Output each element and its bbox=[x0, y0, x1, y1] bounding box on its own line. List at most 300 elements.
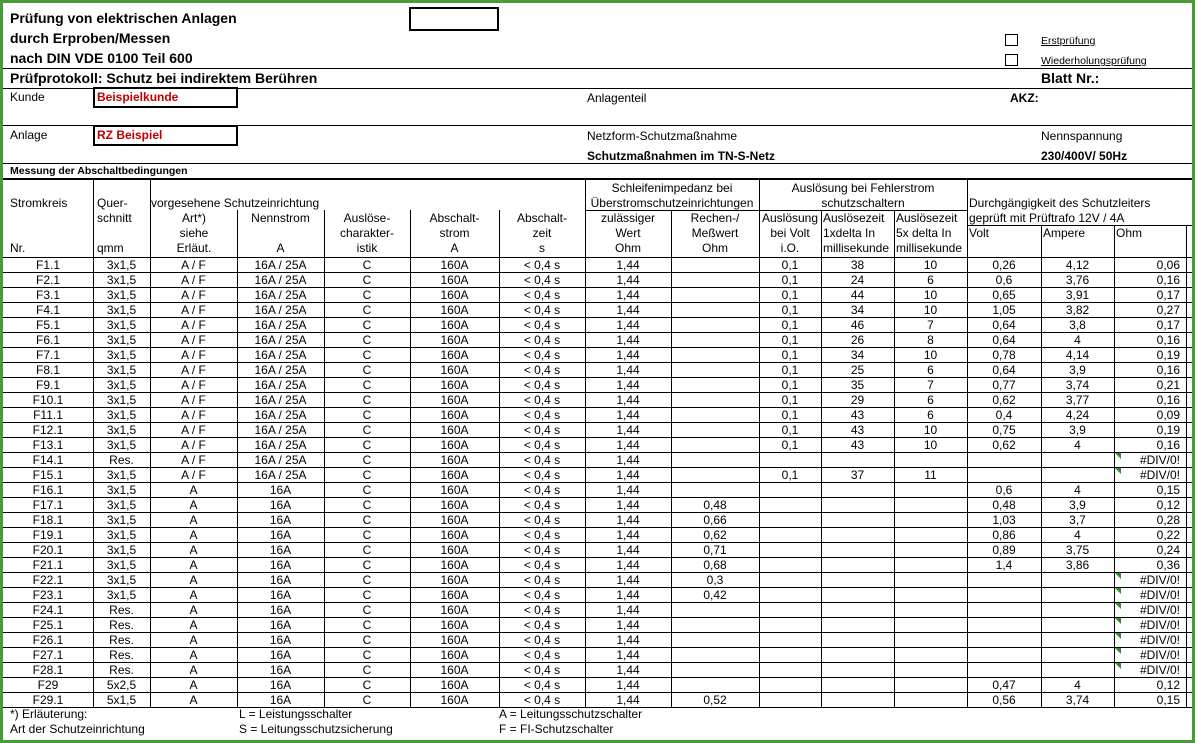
error-flag-icon bbox=[1115, 573, 1121, 579]
cell-abschaltzeit: < 0,4 s bbox=[523, 558, 561, 572]
cell-nennstrom: 16A bbox=[269, 678, 292, 692]
cell-abschaltzeit: < 0,4 s bbox=[523, 543, 561, 557]
anlage-value: RZ Beispiel bbox=[97, 128, 163, 142]
cell-abschaltzeit: < 0,4 s bbox=[523, 468, 561, 482]
footer-f: F = FI-Schutzschalter bbox=[499, 722, 614, 736]
table-row bbox=[3, 423, 1192, 438]
cell-zul-wert: 1,44 bbox=[616, 693, 640, 707]
cell-ohm: 0,15 bbox=[1156, 483, 1180, 497]
cell-ohm: #DIV/0! bbox=[1139, 633, 1180, 647]
cell-art: A / F bbox=[181, 273, 206, 287]
cell-abschaltzeit: < 0,4 s bbox=[523, 333, 561, 347]
cell-ausl-1x: 44 bbox=[850, 288, 865, 302]
col-av-3: i.O. bbox=[780, 241, 800, 255]
cell-ausl-5x: 10 bbox=[923, 438, 938, 452]
cell-ausl-1x: 29 bbox=[850, 393, 865, 407]
col-volt: Volt bbox=[969, 226, 990, 240]
cell-ohm: 0,36 bbox=[1156, 558, 1180, 572]
cell-stromkreis: F6.1 bbox=[35, 333, 60, 347]
cell-art: A bbox=[189, 498, 198, 512]
cell-ausl-1x: 43 bbox=[850, 408, 865, 422]
cell-querschnitt: 3x1,5 bbox=[106, 393, 137, 407]
cell-nennstrom: 16A / 25A bbox=[254, 333, 307, 347]
col-art-2: siehe bbox=[179, 226, 209, 240]
nennspannung-value: 230/400V/ 50Hz bbox=[1041, 149, 1128, 163]
cell-abschaltzeit: < 0,4 s bbox=[523, 318, 561, 332]
table-row bbox=[3, 693, 1192, 708]
cell-abschaltstrom: 160A bbox=[440, 393, 469, 407]
col-abs-1: Abschalt- bbox=[429, 211, 480, 225]
cell-ohm: 0,17 bbox=[1156, 318, 1180, 332]
cell-charakteristik: C bbox=[362, 273, 372, 287]
cell-querschnitt: 3x1,5 bbox=[106, 573, 137, 587]
cell-querschnitt: 3x1,5 bbox=[106, 333, 137, 347]
cell-zul-wert: 1,44 bbox=[616, 648, 640, 662]
cell-abschaltstrom: 160A bbox=[440, 318, 469, 332]
col-fehler-1: Auslösung bei Fehlerstrom bbox=[791, 181, 935, 195]
cell-ohm: #DIV/0! bbox=[1139, 573, 1180, 587]
cell-abschaltzeit: < 0,4 s bbox=[523, 303, 561, 317]
cell-messwert: 0,66 bbox=[703, 513, 727, 527]
cell-abschaltzeit: < 0,4 s bbox=[523, 288, 561, 302]
cell-ohm: 0,12 bbox=[1156, 498, 1180, 512]
cell-art: A bbox=[189, 678, 198, 692]
table-row bbox=[3, 633, 1192, 648]
cell-volt: 0,64 bbox=[992, 333, 1016, 347]
cell-abschaltzeit: < 0,4 s bbox=[523, 573, 561, 587]
table-row bbox=[3, 603, 1192, 618]
col-absz-2: zeit bbox=[532, 226, 552, 240]
cell-volt: 0,6 bbox=[995, 273, 1013, 287]
cell-volt: 1,4 bbox=[995, 558, 1013, 572]
cell-zul-wert: 1,44 bbox=[616, 438, 640, 452]
cell-ohm: #DIV/0! bbox=[1139, 663, 1180, 677]
cell-nennstrom: 16A bbox=[269, 543, 292, 557]
cell-ausl-1x: 35 bbox=[850, 378, 865, 392]
akz-label: AKZ: bbox=[1010, 91, 1039, 105]
cell-charakteristik: C bbox=[362, 363, 372, 377]
col-absz-1: Abschalt- bbox=[516, 211, 568, 225]
cell-messwert: 0,3 bbox=[706, 573, 724, 587]
anlage-field[interactable] bbox=[93, 125, 238, 146]
cell-stromkreis: F16.1 bbox=[32, 483, 64, 497]
cell-abschaltzeit: < 0,4 s bbox=[523, 663, 561, 677]
cell-stromkreis: F10.1 bbox=[32, 393, 64, 407]
cell-ausl-1x: 43 bbox=[850, 438, 865, 452]
table-row bbox=[3, 528, 1192, 543]
cell-abschaltstrom: 160A bbox=[440, 618, 469, 632]
cell-nennstrom: 16A / 25A bbox=[254, 438, 307, 452]
cell-ausl-volt: 0,1 bbox=[781, 273, 799, 287]
cell-ampere: 4 bbox=[1074, 438, 1081, 452]
cell-querschnitt: Res. bbox=[109, 603, 134, 617]
cell-querschnitt: Res. bbox=[109, 618, 134, 632]
cell-zul-wert: 1,44 bbox=[616, 288, 640, 302]
col-az5-1: Auslösezeit bbox=[896, 211, 958, 225]
cell-ausl-5x: 7 bbox=[927, 318, 934, 332]
cell-abschaltzeit: < 0,4 s bbox=[523, 648, 561, 662]
cell-abschaltstrom: 160A bbox=[440, 693, 469, 707]
error-flag-icon bbox=[1115, 603, 1121, 609]
table-row bbox=[3, 258, 1192, 273]
cell-zul-wert: 1,44 bbox=[616, 423, 640, 437]
footer-l: L = Leistungsschalter bbox=[239, 707, 353, 721]
cell-ohm: 0,17 bbox=[1156, 288, 1180, 302]
cell-ausl-5x: 10 bbox=[923, 348, 938, 362]
cell-ohm: 0,28 bbox=[1156, 513, 1180, 527]
cell-abschaltstrom: 160A bbox=[440, 438, 469, 452]
cell-abschaltzeit: < 0,4 s bbox=[523, 528, 561, 542]
cell-charakteristik: C bbox=[362, 648, 372, 662]
cell-messwert: 0,48 bbox=[703, 498, 727, 512]
cell-art: A bbox=[189, 633, 198, 647]
cell-art: A bbox=[189, 513, 198, 527]
cell-abschaltstrom: 160A bbox=[440, 633, 469, 647]
cell-abschaltstrom: 160A bbox=[440, 408, 469, 422]
cell-art: A bbox=[189, 693, 198, 707]
cell-querschnitt: 3x1,5 bbox=[106, 483, 137, 497]
table-row bbox=[3, 408, 1192, 423]
cell-art: A / F bbox=[181, 258, 206, 272]
cell-zul-wert: 1,44 bbox=[616, 318, 640, 332]
cell-art: A / F bbox=[181, 408, 206, 422]
cell-messwert: 0,68 bbox=[703, 558, 727, 572]
footer-art: Art der Schutzeinrichtung bbox=[10, 722, 145, 736]
cell-abschaltstrom: 160A bbox=[440, 528, 469, 542]
cell-art: A / F bbox=[181, 453, 206, 467]
col-nenn-1: Nennstrom bbox=[251, 211, 310, 225]
table-row bbox=[3, 468, 1192, 483]
col-fehler-2: schutzschaltern bbox=[821, 196, 905, 210]
table-row bbox=[3, 498, 1192, 513]
cell-abschaltstrom: 160A bbox=[440, 663, 469, 677]
cell-volt: 0,86 bbox=[992, 528, 1016, 542]
cell-zul-wert: 1,44 bbox=[616, 378, 640, 392]
cell-querschnitt: 3x1,5 bbox=[106, 318, 137, 332]
cell-querschnitt: 3x1,5 bbox=[106, 543, 137, 557]
cell-art: A bbox=[189, 573, 198, 587]
col-abs-2: strom bbox=[439, 226, 470, 240]
cell-stromkreis: F8.1 bbox=[35, 363, 60, 377]
cell-nennstrom: 16A bbox=[269, 633, 292, 647]
cell-querschnitt: 3x1,5 bbox=[106, 348, 137, 362]
cell-charakteristik: C bbox=[362, 378, 372, 392]
col-durch-2: geprüft mit Prüftrafo 12V / 4A bbox=[969, 211, 1125, 225]
col-ausl-3: istik bbox=[356, 241, 378, 255]
cell-nennstrom: 16A bbox=[269, 603, 292, 617]
col-schleife-1: Schleifenimpedanz bei bbox=[611, 181, 733, 195]
cell-abschaltzeit: < 0,4 s bbox=[523, 678, 561, 692]
cell-charakteristik: C bbox=[362, 408, 372, 422]
cell-volt: 0,48 bbox=[992, 498, 1016, 512]
cell-ausl-volt: 0,1 bbox=[781, 408, 799, 422]
cell-volt: 1,05 bbox=[992, 303, 1016, 317]
cell-stromkreis: F7.1 bbox=[35, 348, 60, 362]
anlagenteil-label: Anlagenteil bbox=[587, 91, 647, 105]
kunde-value: Beispielkunde bbox=[97, 90, 179, 104]
cell-charakteristik: C bbox=[362, 258, 372, 272]
cell-charakteristik: C bbox=[362, 543, 372, 557]
cell-art: A bbox=[189, 483, 198, 497]
schutzmassnahmen-label: Schutzmaßnahmen im TN-S-Netz bbox=[587, 149, 776, 163]
cell-ohm: 0,24 bbox=[1156, 543, 1180, 557]
cell-ohm: 0,19 bbox=[1156, 348, 1180, 362]
cell-zul-wert: 1,44 bbox=[616, 348, 640, 362]
cell-ausl-5x: 6 bbox=[927, 273, 934, 287]
cell-ohm: 0,19 bbox=[1156, 423, 1180, 437]
cell-abschaltzeit: < 0,4 s bbox=[523, 498, 561, 512]
cell-abschaltzeit: < 0,4 s bbox=[523, 618, 561, 632]
cell-zul-wert: 1,44 bbox=[616, 333, 640, 347]
cell-art: A bbox=[189, 648, 198, 662]
footer-erl: *) Erläuterung: bbox=[10, 707, 88, 721]
cell-ohm: 0,09 bbox=[1156, 408, 1180, 422]
cell-volt: 0,47 bbox=[992, 678, 1016, 692]
cell-zul-wert: 1,44 bbox=[616, 588, 640, 602]
cell-ausl-5x: 6 bbox=[927, 363, 934, 377]
cell-messwert: 0,52 bbox=[703, 693, 727, 707]
cell-querschnitt: 3x1,5 bbox=[106, 558, 137, 572]
selected-cell[interactable] bbox=[409, 7, 499, 31]
table-row bbox=[3, 663, 1192, 678]
cell-ampere: 4 bbox=[1074, 678, 1081, 692]
cell-ausl-volt: 0,1 bbox=[781, 378, 799, 392]
cell-stromkreis: F2.1 bbox=[35, 273, 60, 287]
cell-ampere: 4,24 bbox=[1065, 408, 1090, 422]
cell-nennstrom: 16A bbox=[269, 573, 292, 587]
erstpruefung-checkbox[interactable] bbox=[1005, 34, 1018, 46]
cell-zul-wert: 1,44 bbox=[616, 513, 640, 527]
cell-ausl-5x: 11 bbox=[924, 468, 937, 482]
col-absz-3: s bbox=[539, 241, 545, 255]
table-row bbox=[3, 543, 1192, 558]
cell-ausl-5x: 10 bbox=[923, 303, 938, 317]
cell-messwert: 0,42 bbox=[703, 588, 727, 602]
cell-nennstrom: 16A / 25A bbox=[254, 453, 307, 467]
col-av-2: bei Volt bbox=[770, 226, 810, 240]
cell-zul-wert: 1,44 bbox=[616, 498, 640, 512]
cell-volt: 0,62 bbox=[992, 438, 1016, 452]
cell-stromkreis: F13.1 bbox=[32, 438, 64, 452]
cell-ampere: 3,9 bbox=[1069, 363, 1086, 377]
error-flag-icon bbox=[1115, 633, 1121, 639]
col-az5-3: millisekunde bbox=[896, 241, 963, 255]
cell-ampere: 4,12 bbox=[1065, 258, 1090, 272]
cell-art: A bbox=[189, 528, 198, 542]
cell-ausl-1x: 46 bbox=[850, 318, 865, 332]
table-row bbox=[3, 348, 1192, 363]
cell-querschnitt: Res. bbox=[109, 453, 134, 467]
anlage-label: Anlage bbox=[10, 128, 48, 142]
cell-abschaltstrom: 160A bbox=[440, 483, 469, 497]
cell-ampere: 4,14 bbox=[1065, 348, 1090, 362]
cell-art: A / F bbox=[181, 378, 206, 392]
cell-ampere: 3,91 bbox=[1065, 288, 1090, 302]
cell-nennstrom: 16A / 25A bbox=[254, 318, 307, 332]
cell-ohm: 0,21 bbox=[1156, 378, 1180, 392]
cell-charakteristik: C bbox=[362, 483, 372, 497]
cell-abschaltzeit: < 0,4 s bbox=[523, 393, 561, 407]
cell-querschnitt: 3x1,5 bbox=[106, 273, 137, 287]
cell-stromkreis: F5.1 bbox=[35, 318, 60, 332]
col-durch-1: Durchgängigkeit des Schutzleiters bbox=[969, 196, 1151, 210]
cell-querschnitt: 5x2,5 bbox=[106, 678, 137, 692]
cell-ausl-volt: 0,1 bbox=[781, 318, 799, 332]
cell-nennstrom: 16A / 25A bbox=[254, 408, 307, 422]
cell-art: A / F bbox=[181, 318, 206, 332]
cell-ausl-1x: 43 bbox=[850, 423, 865, 437]
cell-ampere: 3,74 bbox=[1065, 378, 1090, 392]
col-zul-3: Ohm bbox=[614, 241, 641, 255]
table-row bbox=[3, 588, 1192, 603]
cell-abschaltstrom: 160A bbox=[440, 333, 469, 347]
col-zul-1: zulässiger bbox=[600, 211, 656, 225]
cell-abschaltstrom: 160A bbox=[440, 258, 469, 272]
cell-volt: 0,77 bbox=[992, 378, 1016, 392]
col-nr: Nr. bbox=[10, 241, 26, 255]
cell-ausl-volt: 0,1 bbox=[781, 393, 799, 407]
cell-abschaltstrom: 160A bbox=[440, 423, 469, 437]
cell-ampere: 3,82 bbox=[1065, 303, 1090, 317]
cell-ohm: 0,22 bbox=[1156, 528, 1180, 542]
cell-querschnitt: Res. bbox=[109, 648, 134, 662]
cell-art: A bbox=[189, 663, 198, 677]
cell-volt: 0,56 bbox=[992, 693, 1016, 707]
cell-nennstrom: 16A bbox=[269, 693, 292, 707]
cell-abschaltstrom: 160A bbox=[440, 573, 469, 587]
cell-querschnitt: Res. bbox=[109, 663, 134, 677]
kunde-label: Kunde bbox=[10, 90, 45, 104]
cell-stromkreis: F20.1 bbox=[32, 543, 64, 557]
cell-ausl-volt: 0,1 bbox=[781, 258, 799, 272]
cell-abschaltzeit: < 0,4 s bbox=[523, 453, 561, 467]
cell-ausl-5x: 7 bbox=[927, 378, 934, 392]
table-row bbox=[3, 273, 1192, 288]
table-row bbox=[3, 288, 1192, 303]
cell-ampere: 4 bbox=[1074, 483, 1081, 497]
cell-abschaltstrom: 160A bbox=[440, 273, 469, 287]
cell-stromkreis: F27.1 bbox=[32, 648, 64, 662]
cell-art: A bbox=[189, 588, 198, 602]
cell-stromkreis: F4.1 bbox=[35, 303, 60, 317]
cell-nennstrom: 16A bbox=[269, 648, 292, 662]
error-flag-icon bbox=[1115, 648, 1121, 654]
cell-zul-wert: 1,44 bbox=[616, 603, 640, 617]
cell-ampere: 4 bbox=[1074, 333, 1081, 347]
cell-abschaltzeit: < 0,4 s bbox=[523, 423, 561, 437]
erstpruefung-label: Erstprüfung bbox=[1041, 35, 1096, 47]
cell-stromkreis: F17.1 bbox=[32, 498, 64, 512]
cell-charakteristik: C bbox=[362, 663, 372, 677]
cell-art: A bbox=[189, 543, 198, 557]
error-flag-icon bbox=[1115, 453, 1121, 459]
cell-charakteristik: C bbox=[362, 288, 372, 302]
cell-charakteristik: C bbox=[362, 468, 372, 482]
wiederholung-checkbox[interactable] bbox=[1005, 54, 1018, 66]
cell-stromkreis: F19.1 bbox=[32, 528, 64, 542]
col-az5-2: 5x delta In bbox=[896, 226, 952, 240]
cell-querschnitt: 3x1,5 bbox=[106, 258, 137, 272]
footer-s: S = Leitungsschutzsicherung bbox=[239, 722, 393, 736]
cell-ohm: 0,16 bbox=[1156, 363, 1180, 377]
table-row bbox=[3, 648, 1192, 663]
cell-zul-wert: 1,44 bbox=[616, 528, 640, 542]
col-rech-1: Rechen-/ bbox=[690, 211, 740, 225]
cell-ausl-volt: 0,1 bbox=[781, 288, 799, 302]
cell-ausl-5x: 10 bbox=[923, 258, 938, 272]
cell-stromkreis: F29 bbox=[37, 678, 59, 692]
cell-abschaltstrom: 160A bbox=[440, 543, 469, 557]
cell-art: A / F bbox=[181, 333, 206, 347]
cell-volt: 0,4 bbox=[995, 408, 1013, 422]
cell-abschaltzeit: < 0,4 s bbox=[523, 273, 561, 287]
cell-ausl-volt: 0,1 bbox=[781, 423, 799, 437]
cell-art: A / F bbox=[181, 303, 206, 317]
col-az1-3: millisekunde bbox=[823, 241, 890, 255]
cell-volt: 1,03 bbox=[992, 513, 1016, 527]
col-abs-3: A bbox=[450, 241, 459, 255]
cell-abschaltzeit: < 0,4 s bbox=[523, 438, 561, 452]
cell-ohm: #DIV/0! bbox=[1139, 588, 1180, 602]
table-row bbox=[3, 333, 1192, 348]
cell-abschaltstrom: 160A bbox=[440, 468, 469, 482]
cell-stromkreis: F18.1 bbox=[32, 513, 64, 527]
cell-abschaltstrom: 160A bbox=[440, 303, 469, 317]
col-ampere: Ampere bbox=[1043, 226, 1086, 240]
cell-abschaltstrom: 160A bbox=[440, 288, 469, 302]
col-nenn-2: A bbox=[276, 241, 285, 255]
cell-ampere: 3,9 bbox=[1069, 498, 1086, 512]
cell-stromkreis: F29.1 bbox=[32, 693, 64, 707]
section-title: Messung der Abschaltbedingungen bbox=[10, 165, 188, 177]
cell-zul-wert: 1,44 bbox=[616, 273, 640, 287]
cell-querschnitt: 3x1,5 bbox=[106, 303, 137, 317]
cell-zul-wert: 1,44 bbox=[616, 393, 640, 407]
cell-stromkreis: F26.1 bbox=[32, 633, 64, 647]
cell-ausl-volt: 0,1 bbox=[781, 438, 799, 452]
cell-querschnitt: 3x1,5 bbox=[106, 288, 137, 302]
cell-stromkreis: F21.1 bbox=[32, 558, 64, 572]
table-row bbox=[3, 513, 1192, 528]
col-zul-2: Wert bbox=[615, 226, 641, 240]
cell-nennstrom: 16A bbox=[269, 618, 292, 632]
cell-nennstrom: 16A / 25A bbox=[254, 288, 307, 302]
cell-art: A / F bbox=[181, 393, 206, 407]
cell-nennstrom: 16A / 25A bbox=[254, 348, 307, 362]
kunde-field[interactable] bbox=[93, 87, 238, 108]
blatt-label: Blatt Nr.: bbox=[1041, 70, 1100, 86]
cell-charakteristik: C bbox=[362, 573, 372, 587]
cell-querschnitt: 3x1,5 bbox=[106, 498, 137, 512]
col-quer-3: qmm bbox=[97, 241, 124, 255]
cell-art: A / F bbox=[181, 423, 206, 437]
table-row bbox=[3, 318, 1192, 333]
cell-abschaltzeit: < 0,4 s bbox=[523, 633, 561, 647]
title-line-3: nach DIN VDE 0100 Teil 600 bbox=[10, 50, 193, 66]
cell-ampere: 3,75 bbox=[1065, 543, 1090, 557]
col-av-1: Auslösung bbox=[761, 211, 819, 225]
cell-zul-wert: 1,44 bbox=[616, 363, 640, 377]
cell-abschaltzeit: < 0,4 s bbox=[523, 513, 561, 527]
cell-charakteristik: C bbox=[362, 678, 372, 692]
col-ausl-2: charakter- bbox=[339, 226, 395, 240]
cell-stromkreis: F25.1 bbox=[32, 618, 64, 632]
cell-ohm: 0,16 bbox=[1156, 333, 1180, 347]
cell-charakteristik: C bbox=[362, 558, 372, 572]
cell-charakteristik: C bbox=[362, 603, 372, 617]
cell-stromkreis: F22.1 bbox=[32, 573, 64, 587]
cell-ausl-5x: 6 bbox=[927, 393, 934, 407]
